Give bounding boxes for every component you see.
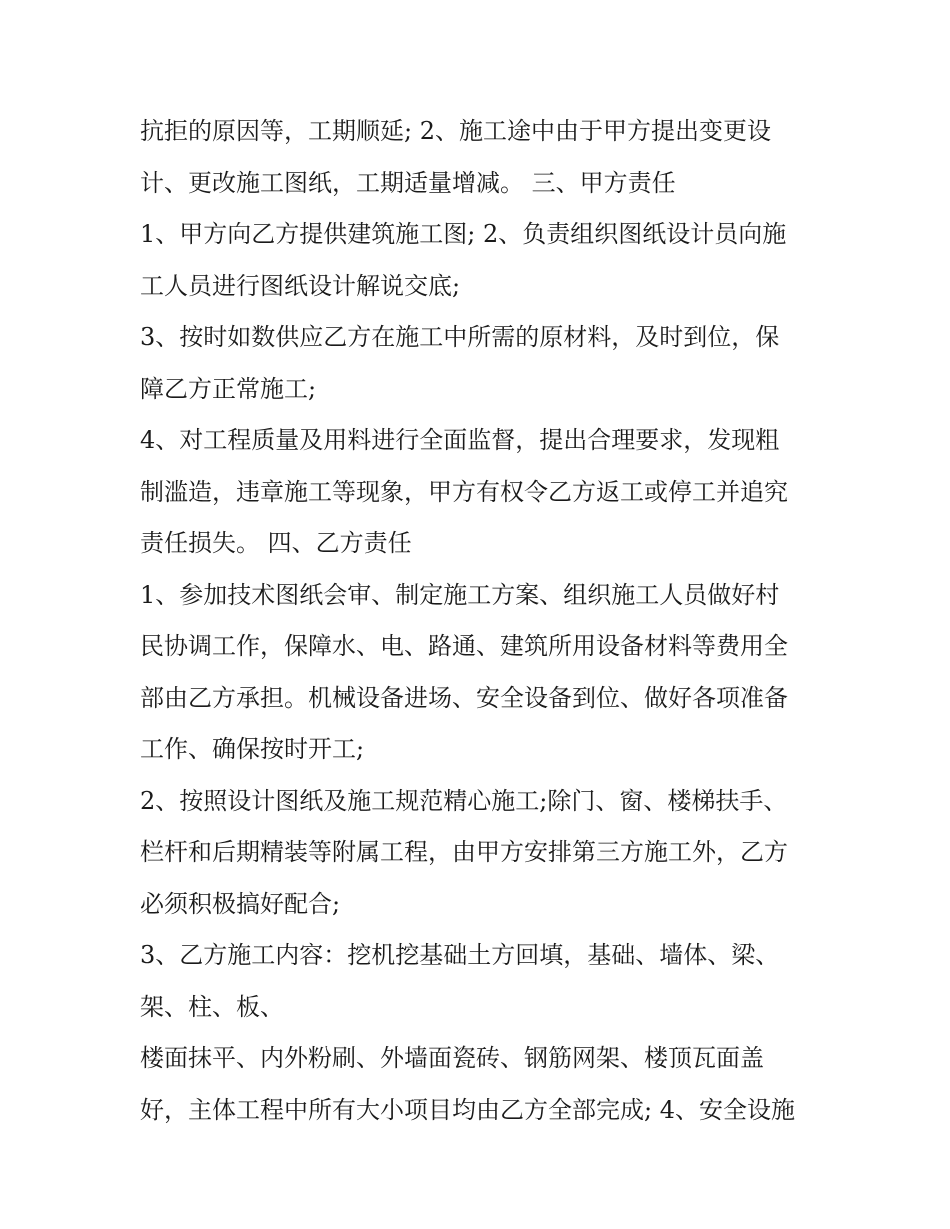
text-line: 1、甲方向乙方提供建筑施工图; 2、负责组织图纸设计员向施 [140, 220, 787, 248]
text-line: 责任损失。 四、乙方责任 [140, 529, 412, 557]
text-line: 工作、确保按时开工; [140, 735, 365, 763]
body-text [140, 106, 830, 1136]
text-line: 部由乙方承担。机械设备进场、安全设备到位、做好各项准备 [140, 683, 788, 712]
text-line: 好，主体工程中所有大小项目均由乙方全部完成; 4、安全设施 [140, 1095, 795, 1124]
text-line: 必须积极搞好配合; [140, 889, 341, 918]
text-line: 2、按照设计图纸及施工规范精心施工;除门、窗、楼梯扶手、 [140, 786, 788, 815]
text-line: 3、乙方施工内容：挖机挖基础土方回填，基础、墙体、梁、 [140, 941, 780, 969]
text-line: 计、更改施工图纸，工期适量增减。 三、甲方责任 [140, 168, 676, 197]
text-line: 民协调工作，保障水、电、路通、建筑所用设备材料等费用全 [140, 632, 788, 660]
text-line: 楼面抹平、内外粉刷、外墙面瓷砖、钢筋网架、楼顶瓦面盖 [140, 1044, 764, 1072]
text-line: 4、对工程质量及用料进行全面监督，提出合理要求，发现粗 [140, 426, 780, 454]
text-line: 架、柱、板、 [140, 992, 284, 1021]
text-line: 栏杆和后期精装等附属工程，由甲方安排第三方施工外，乙方 [140, 838, 788, 866]
text-line: 1、参加技术图纸会审、制定施工方案、组织施工人员做好村 [140, 580, 780, 609]
text-line: 抗拒的原因等，工期顺延; 2、施工途中由于甲方提出变更设 [140, 117, 771, 145]
text-line: 3、按时如数供应乙方在施工中所需的原材料，及时到位，保 [140, 323, 780, 351]
text-line: 障乙方正常施工; [140, 374, 317, 403]
text-line: 制滥造，违章施工等现象，甲方有权令乙方返工或停工并追究 [140, 477, 788, 506]
text-line: 工人员进行图纸设计解说交底; [140, 271, 461, 300]
